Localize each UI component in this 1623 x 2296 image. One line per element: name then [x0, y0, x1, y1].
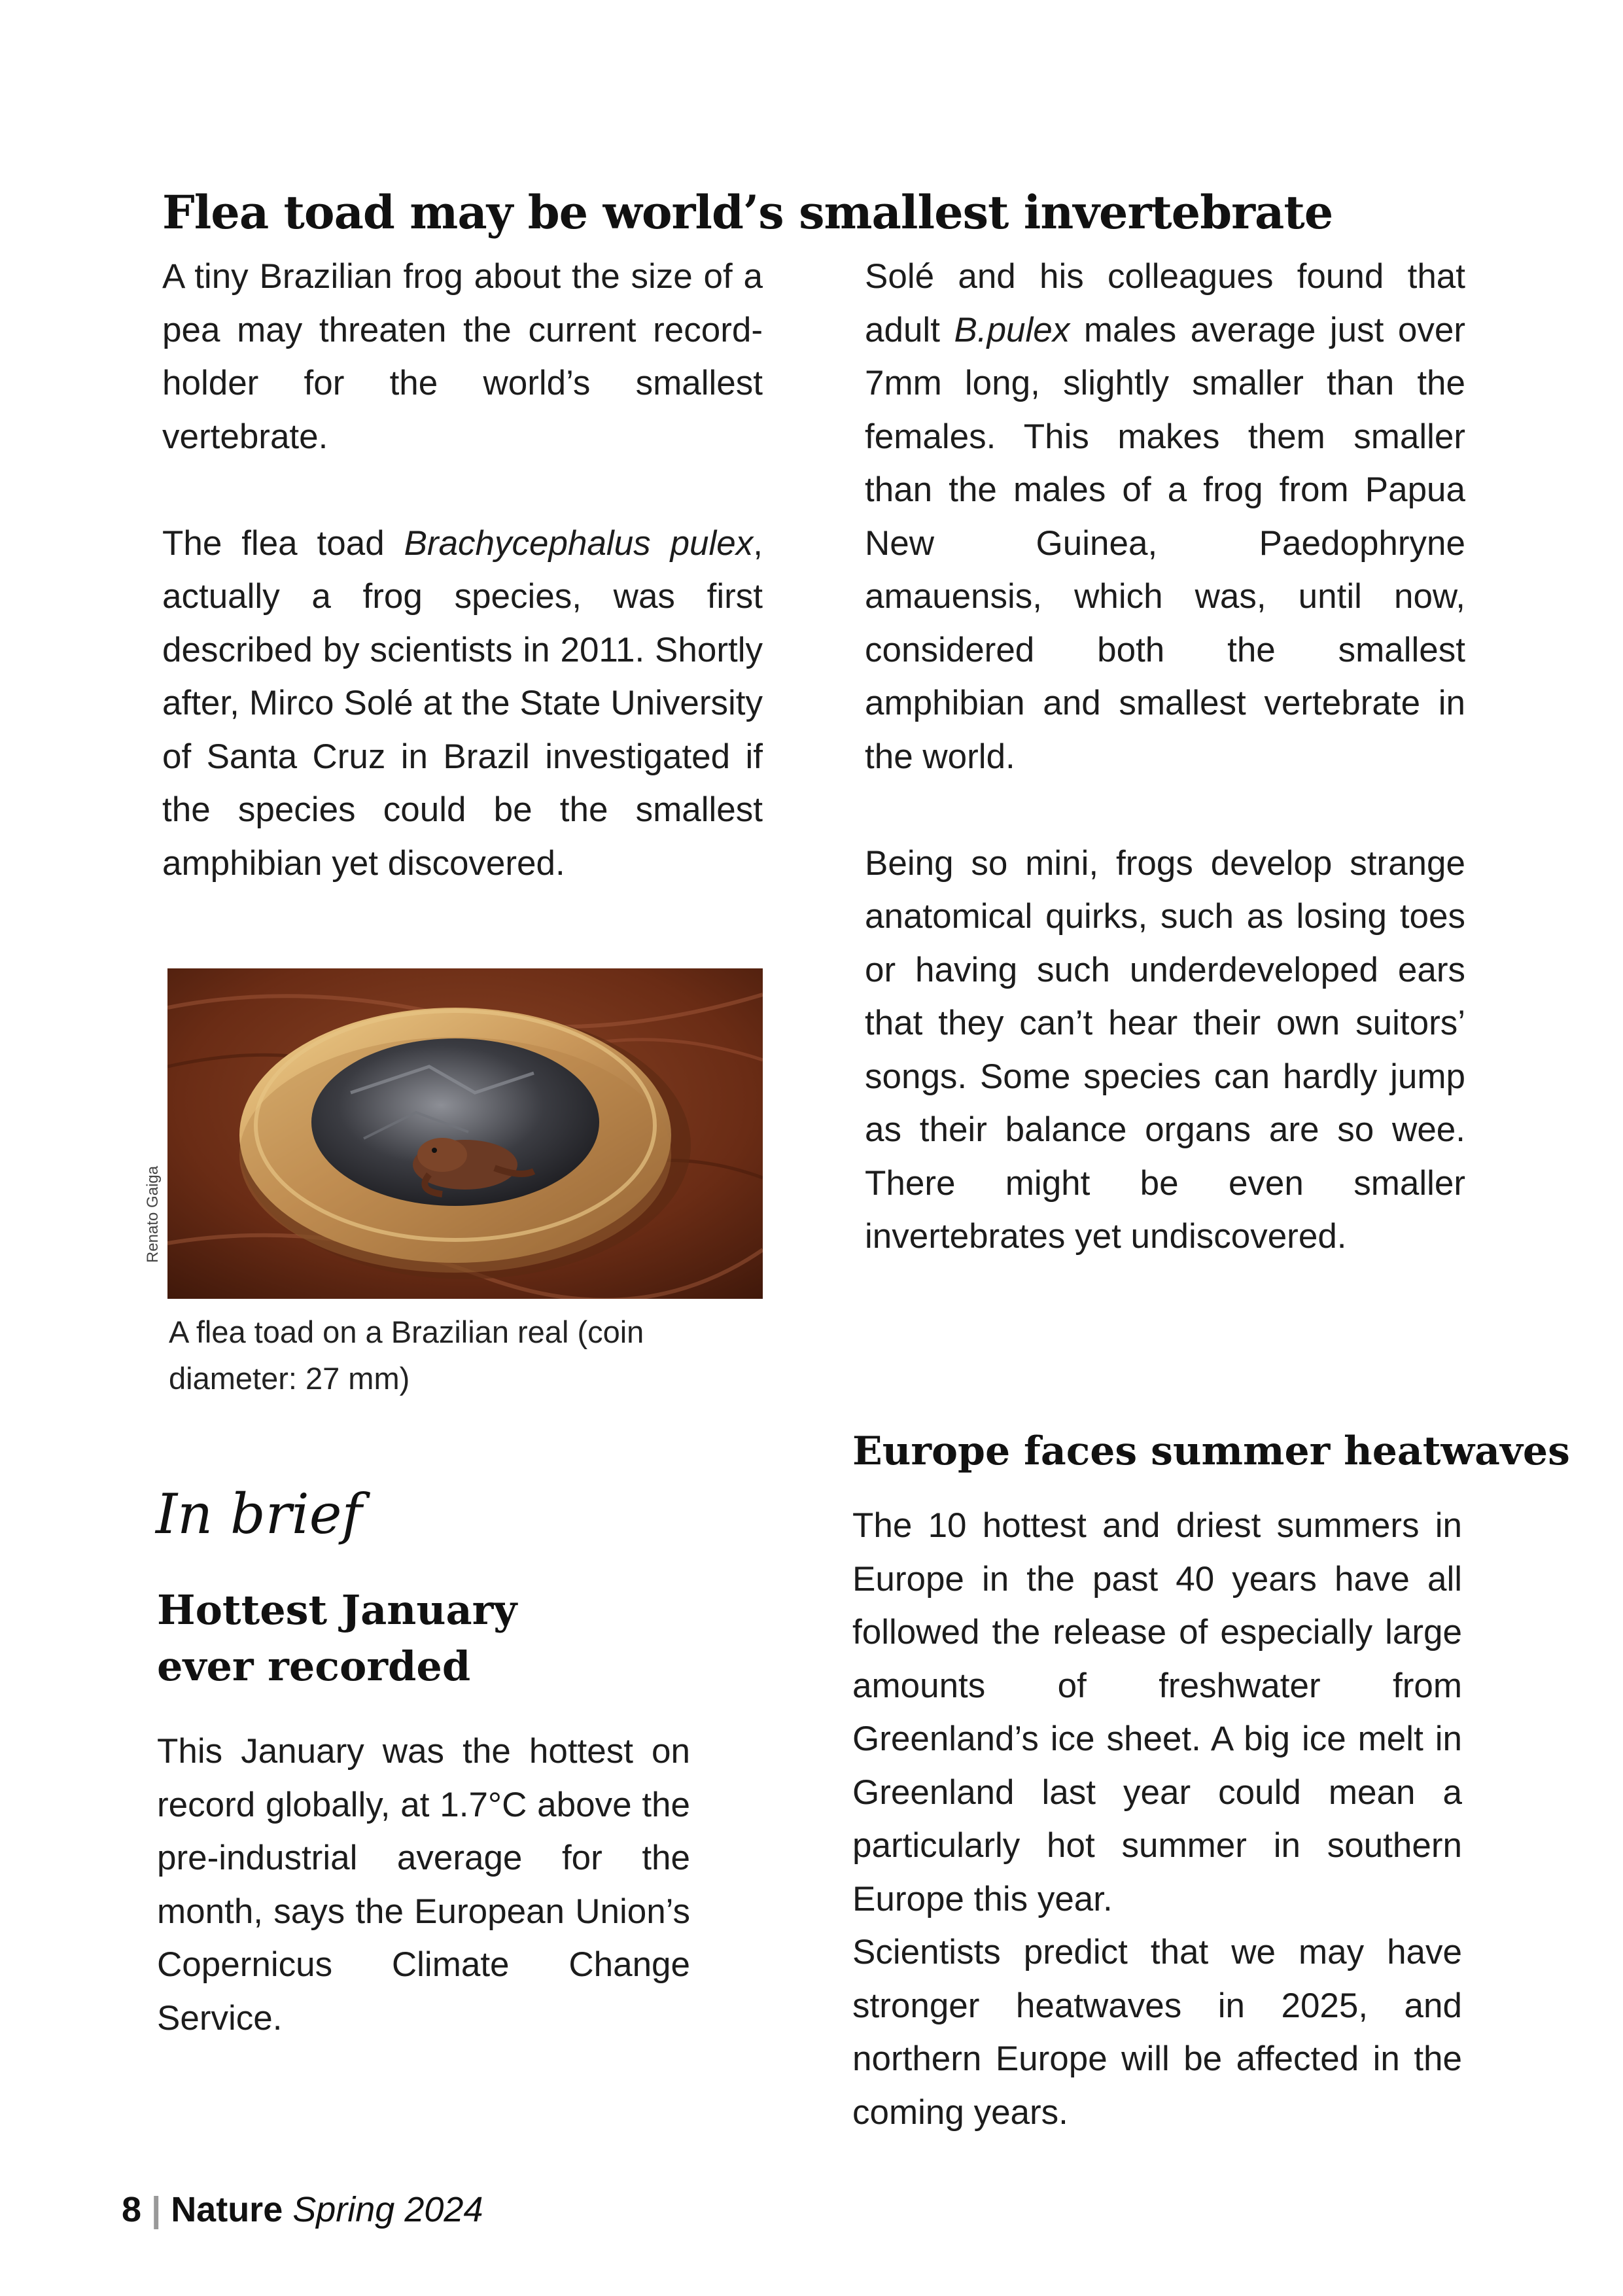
article-paragraph: Being so mini, frogs develop strange anatomical quirks, such as losing toes or having such underdeveloped ears that they can’t hear their own suitors’ songs. Some species can hardly jump as their balance organs are so wee. There might be even smaller invertebrates yet undiscovered.	[865, 843, 1465, 1256]
text-run: , actually a frog species, was first described by scientists in 2011. Shortly after, Mirco Solé at the State University of Santa Cruz in Brazil investigated if the species could be the smallest amphibian yet discovered.	[162, 523, 763, 883]
article-title: Flea toad may be world’s smallest invertebrate	[162, 185, 1333, 239]
brief-left-title	[157, 1582, 517, 1695]
text-run: The flea toad	[162, 523, 404, 563]
article-column-left	[162, 250, 763, 890]
article-column-right	[865, 250, 1465, 1263]
article-paragraph: A tiny Brazilian frog about the size of a pea may threaten the current record-holder for the world’s smallest vertebrate.	[162, 257, 763, 456]
text-run: Solé and his colleagues found that adult	[865, 257, 1465, 349]
brief-right-title: Europe faces summer heatwaves	[852, 1428, 1570, 1474]
brief-left-title-line: Hottest January	[157, 1586, 517, 1634]
brief-right-text	[852, 1499, 1462, 2139]
brief-paragraph: The 10 hottest and driest summers in Europe in the past 40 years have all followed the release of especially large amounts of freshwater from Greenland’s ice sheet. A big ice melt in Greenland last year could mean a particularly hot summer in southern Europe this year.	[852, 1506, 1462, 1918]
brief-paragraph: This January was the hottest on record globally, at 1.7°C above the pre-industrial average for the month, says the European Union’s Copernicus Climate Change Service.	[157, 1732, 690, 2038]
article-paragraph	[865, 250, 1465, 783]
footer-separator: |	[151, 2190, 162, 2229]
issue-label: Spring 2024	[292, 2190, 483, 2229]
page-number: 8	[122, 2190, 142, 2229]
page-footer	[122, 2189, 483, 2230]
photo-credit: Renato Gaiga	[144, 1165, 162, 1263]
photo-caption: A flea toad on a Brazilian real (coin diameter: 27 mm)	[169, 1315, 644, 1396]
photo-illustration	[167, 968, 763, 1299]
brief-left-title-line: ever recorded	[157, 1642, 471, 1690]
flea-toad-on-coin-photo	[167, 968, 763, 1299]
in-brief-heading: In brief	[156, 1482, 362, 1546]
magazine-name: Nature	[171, 2190, 283, 2229]
brief-paragraph: Scientists predict that we may have stronger heatwaves in 2025, and northern Europe will be affected in the coming years.	[852, 1933, 1462, 2132]
text-run: males average just over 7mm long, slightly smaller than the females. This makes them smaller than the males of a frog from Papua New Guinea, Paedophryne amauensis, which was, until now, considered both the smallest amphibian and smallest vertebrate in the world.	[865, 310, 1466, 776]
species-name: B.pulex	[954, 310, 1070, 349]
species-name: Brachycephalus pulex	[404, 523, 754, 563]
article-paragraph	[162, 517, 763, 891]
brief-left-text	[157, 1725, 690, 2045]
